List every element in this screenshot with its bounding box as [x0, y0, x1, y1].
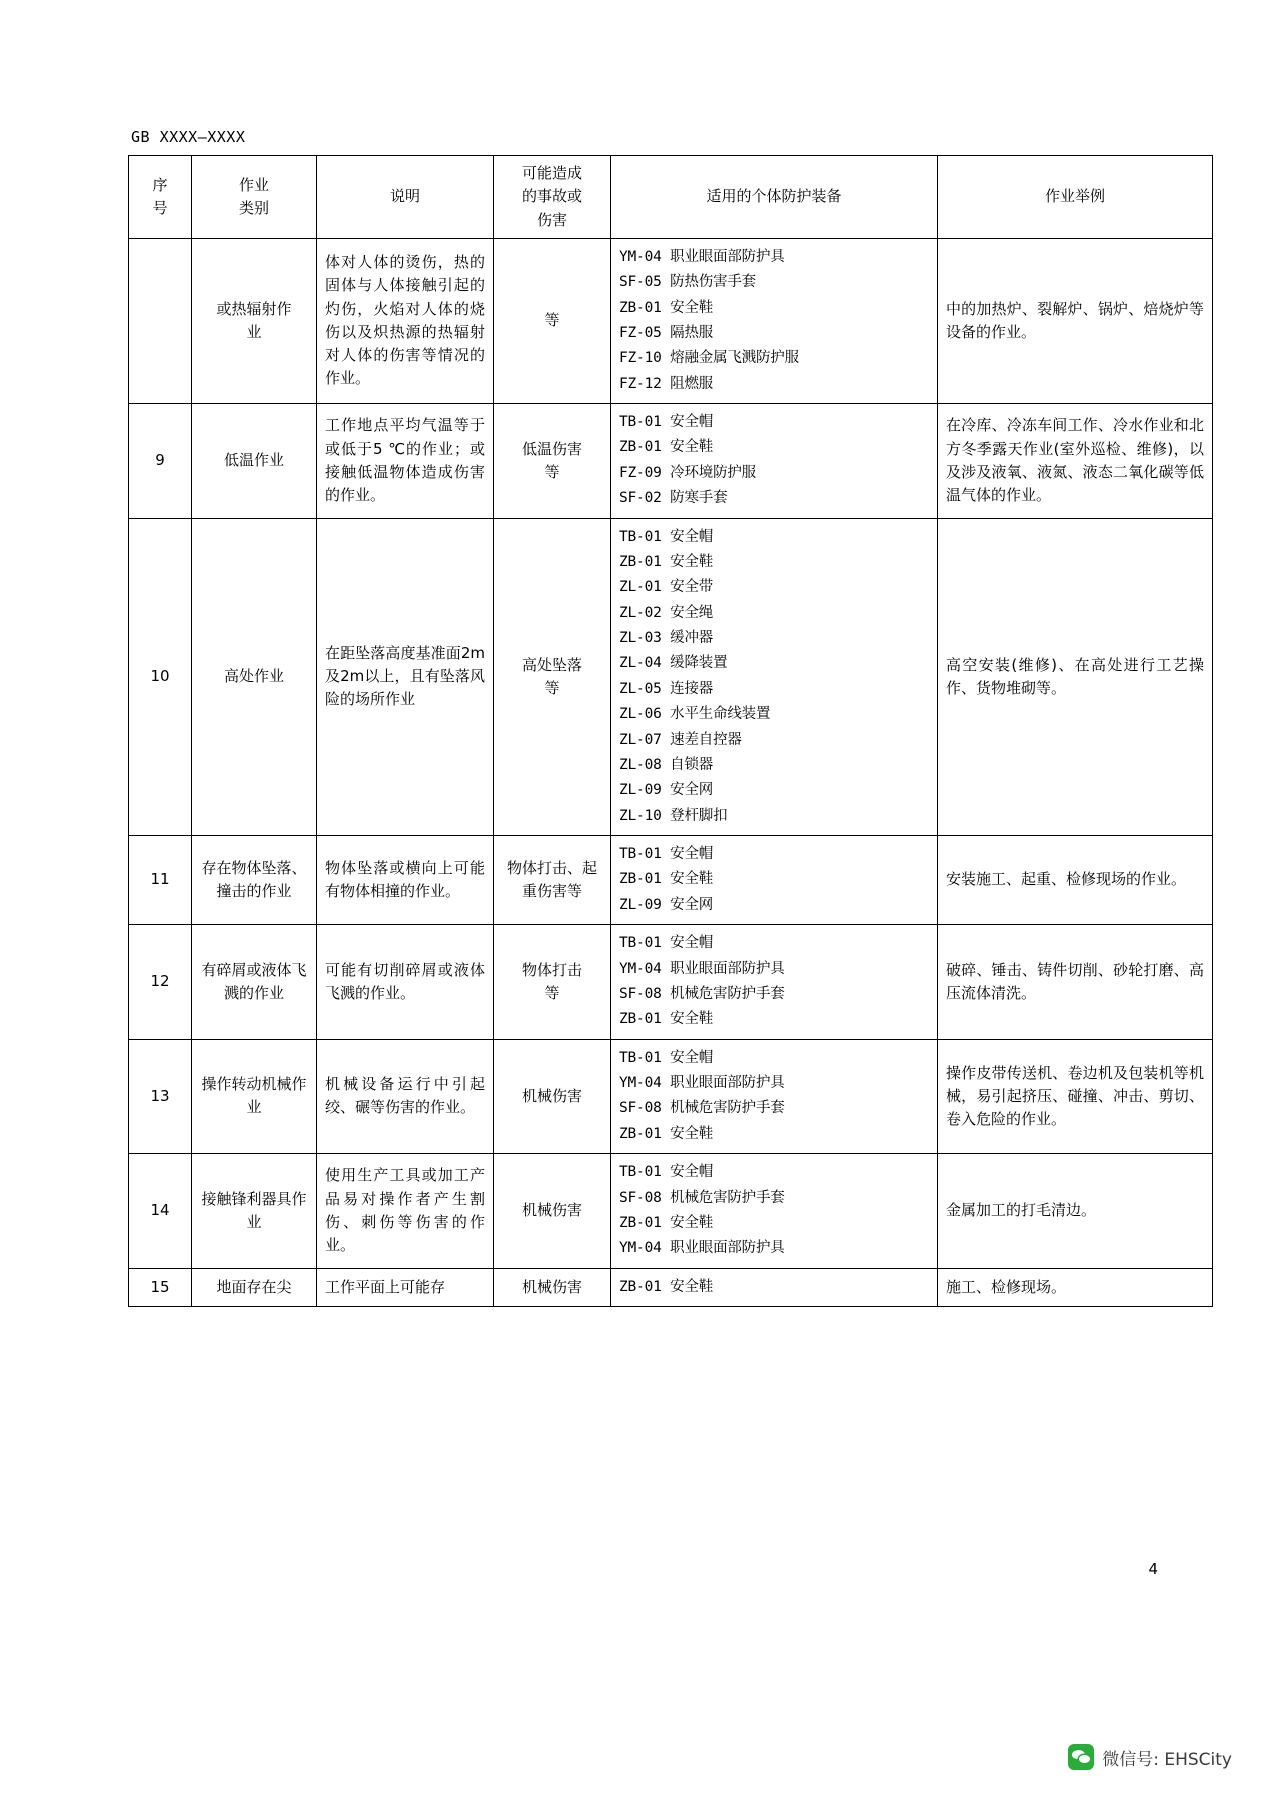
cell-category: 操作转动机械作业: [192, 1039, 317, 1154]
cell-accident: 物体打击 等: [494, 925, 611, 1040]
cell-example: 在冷库、冷冻车间工作、冷水作业和北方冬季露天作业(室外巡检、维修)，以及涉及液氧、液氮、液态二氧化碳等低温气体的作业。: [938, 404, 1213, 519]
cell-accident: 低温伤害 等: [494, 404, 611, 519]
ppe-item: TB-01 安全帽: [619, 1049, 714, 1066]
table-row: [129, 925, 1213, 1040]
wechat-label: 微信号: EHSCity: [1102, 1749, 1232, 1770]
cell-number: 15: [129, 1268, 192, 1306]
cell-description: 使用生产工具或加工产品易对操作者产生割伤、刺伤等伤害的作业。: [317, 1154, 494, 1269]
cell-number: 12: [129, 925, 192, 1040]
ppe-list: [619, 245, 929, 397]
ppe-list: [619, 410, 929, 512]
cell-ppe: [611, 836, 938, 925]
cell-example: 破碎、锤击、铸件切削、砂轮打磨、高压流体清洗。: [938, 925, 1213, 1040]
cell-accident: 机械伤害: [494, 1268, 611, 1306]
cell-accident: 机械伤害: [494, 1039, 611, 1154]
ppe-item: TB-01 安全帽: [619, 846, 714, 862]
table-row: [129, 518, 1213, 836]
cell-number: 10: [129, 518, 192, 836]
cell-ppe: [611, 1154, 938, 1269]
ppe-item: YM-04 职业眼面部防护具: [619, 248, 785, 265]
ppe-item: SF-08 机械危害防护手套: [619, 1100, 785, 1117]
ppe-item: YM-04 职业眼面部防护具: [619, 1075, 785, 1091]
ppe-item: TB-01 安全帽: [619, 935, 714, 952]
ppe-item: ZL-03 缓冲器: [619, 630, 714, 646]
cell-number: 11: [129, 836, 192, 925]
ppe-item: FZ-05 隔热服: [619, 324, 714, 341]
column-header-ppe: 适用的个体防护装备: [611, 156, 938, 239]
cell-ppe: [611, 518, 938, 836]
ppe-item: ZB-01 安全鞋: [619, 871, 714, 888]
cell-category: 接触锋利器具作业: [192, 1154, 317, 1269]
cell-number: [129, 238, 192, 403]
cell-category: 有碎屑或液体飞溅的作业: [192, 925, 317, 1040]
cell-ppe: [611, 1039, 938, 1154]
cell-number: 14: [129, 1154, 192, 1269]
ppe-list: [619, 1275, 929, 1300]
cell-number: 13: [129, 1039, 192, 1154]
cell-number: 9: [129, 404, 192, 519]
ppe-item: TB-01 安全帽: [619, 1164, 714, 1181]
ppe-item: ZB-01 安全鞋: [619, 553, 714, 570]
cell-description: 在距坠落高度基准面2m及2m以上，且有坠落风险的场所作业: [317, 518, 494, 836]
cell-category: 高处作业: [192, 518, 317, 836]
cell-ppe: [611, 404, 938, 519]
table-row: [129, 1039, 1213, 1154]
cell-category: 低温作业: [192, 404, 317, 519]
ppe-item: YM-04 职业眼面部防护具: [619, 960, 785, 977]
cell-description: 体对人体的烫伤，热的固体与人体接触引起的灼伤，火焰对人体的烧伤以及炽热源的热辐射对人体的伤害等情况的作业。: [317, 238, 494, 403]
ppe-list: [619, 1160, 929, 1262]
cell-ppe: [611, 238, 938, 403]
ppe-item: ZL-05 连接器: [619, 680, 714, 697]
ppe-item: FZ-09 冷环境防护服: [619, 464, 756, 481]
cell-example: 施工、检修现场。: [938, 1268, 1213, 1306]
cell-category: 存在物体坠落、撞击的作业: [192, 836, 317, 925]
ppe-item: ZB-01 安全鞋: [619, 1125, 714, 1142]
ppe-item: ZL-01 安全带: [619, 579, 714, 596]
ppe-item: ZL-06 水平生命线装置: [619, 706, 771, 723]
cell-description: 机械设备运行中引起绞、碾等伤害的作业。: [317, 1039, 494, 1154]
cell-example: 安装施工、起重、检修现场的作业。: [938, 836, 1213, 925]
column-header-number: 序 号: [129, 156, 192, 239]
ppe-list: [619, 931, 929, 1033]
ppe-item: SF-08 机械危害防护手套: [619, 1189, 785, 1206]
cell-example: 金属加工的打毛清边。: [938, 1154, 1213, 1269]
cell-accident: 机械伤害: [494, 1154, 611, 1269]
ppe-item: SF-05 防热伤害手套: [619, 274, 756, 291]
ppe-item: ZL-02 安全绳: [619, 604, 714, 621]
ppe-item: ZL-10 登杆脚扣: [619, 807, 728, 824]
ppe-item: ZL-08 自锁器: [619, 756, 714, 773]
cell-example: 高空安装(维修)、在高处进行工艺操作、货物堆砌等。: [938, 518, 1213, 836]
cell-example: 操作皮带传送机、卷边机及包装机等机械，易引起挤压、碰撞、冲击、剪切、卷入危险的作业。: [938, 1039, 1213, 1154]
ppe-item: ZB-01 安全鞋: [619, 1214, 714, 1231]
table-body: [129, 238, 1213, 1306]
column-header-accident: 可能造成 的事故或 伤害: [494, 156, 611, 239]
column-header-examples: 作业举例: [938, 156, 1213, 239]
column-header-description: 说明: [317, 156, 494, 239]
page-number: 4: [1148, 1560, 1158, 1578]
ppe-item: TB-01 安全帽: [619, 414, 714, 430]
table-row: [129, 404, 1213, 519]
table-row: [129, 836, 1213, 925]
ppe-item: FZ-10 熔融金属飞溅防护服: [619, 350, 799, 367]
cell-category: 地面存在尖: [192, 1268, 317, 1306]
cell-ppe: [611, 925, 938, 1040]
ppe-list: [619, 525, 929, 830]
cell-example: 中的加热炉、裂解炉、锅炉、焙烧炉等设备的作业。: [938, 238, 1213, 403]
ppe-item: FZ-12 阻燃服: [619, 375, 714, 392]
column-header-category: 作业 类别: [192, 156, 317, 239]
cell-ppe: [611, 1268, 938, 1306]
ppe-item: ZB-01 安全鞋: [619, 1278, 714, 1295]
cell-description: 工作平面上可能存: [317, 1268, 494, 1306]
ppe-item: ZB-01 安全鞋: [619, 439, 714, 456]
ppe-item: ZL-09 安全网: [619, 782, 714, 799]
ppe-item: SF-08 机械危害防护手套: [619, 985, 785, 1002]
ppe-list: [619, 842, 929, 918]
cell-description: 工作地点平均气温等于或低于5 ℃的作业；或接触低温物体造成伤害的作业。: [317, 404, 494, 519]
wechat-icon: [1068, 1744, 1094, 1770]
ppe-item: TB-01 安全帽: [619, 528, 714, 545]
table-header: [129, 156, 1213, 239]
ppe-item: SF-02 防寒手套: [619, 490, 728, 507]
table-row: [129, 238, 1213, 403]
cell-accident: 高处坠落 等: [494, 518, 611, 836]
cell-description: 可能有切削碎屑或液体飞溅的作业。: [317, 925, 494, 1040]
ppe-classification-table: [128, 155, 1213, 1307]
ppe-item: ZL-09 安全网: [619, 896, 714, 913]
cell-category: 或热辐射作 业: [192, 238, 317, 403]
ppe-item: YM-04 职业眼面部防护具: [619, 1240, 785, 1257]
ppe-item: ZB-01 安全鞋: [619, 299, 714, 316]
ppe-list: [619, 1046, 929, 1148]
ppe-item: ZB-01 安全鞋: [619, 1011, 714, 1028]
ppe-item: ZL-07 速差自控器: [619, 731, 742, 748]
table-header-row: [129, 156, 1213, 239]
table-row: [129, 1268, 1213, 1306]
cell-accident: 等: [494, 238, 611, 403]
document-header-code: GB XXXX—XXXX: [131, 128, 246, 146]
table-row: [129, 1154, 1213, 1269]
cell-description: 物体坠落或横向上可能有物体相撞的作业。: [317, 836, 494, 925]
cell-accident: 物体打击、起重伤害等: [494, 836, 611, 925]
wechat-watermark: [1068, 1744, 1232, 1770]
ppe-item: ZL-04 缓降装置: [619, 655, 728, 672]
